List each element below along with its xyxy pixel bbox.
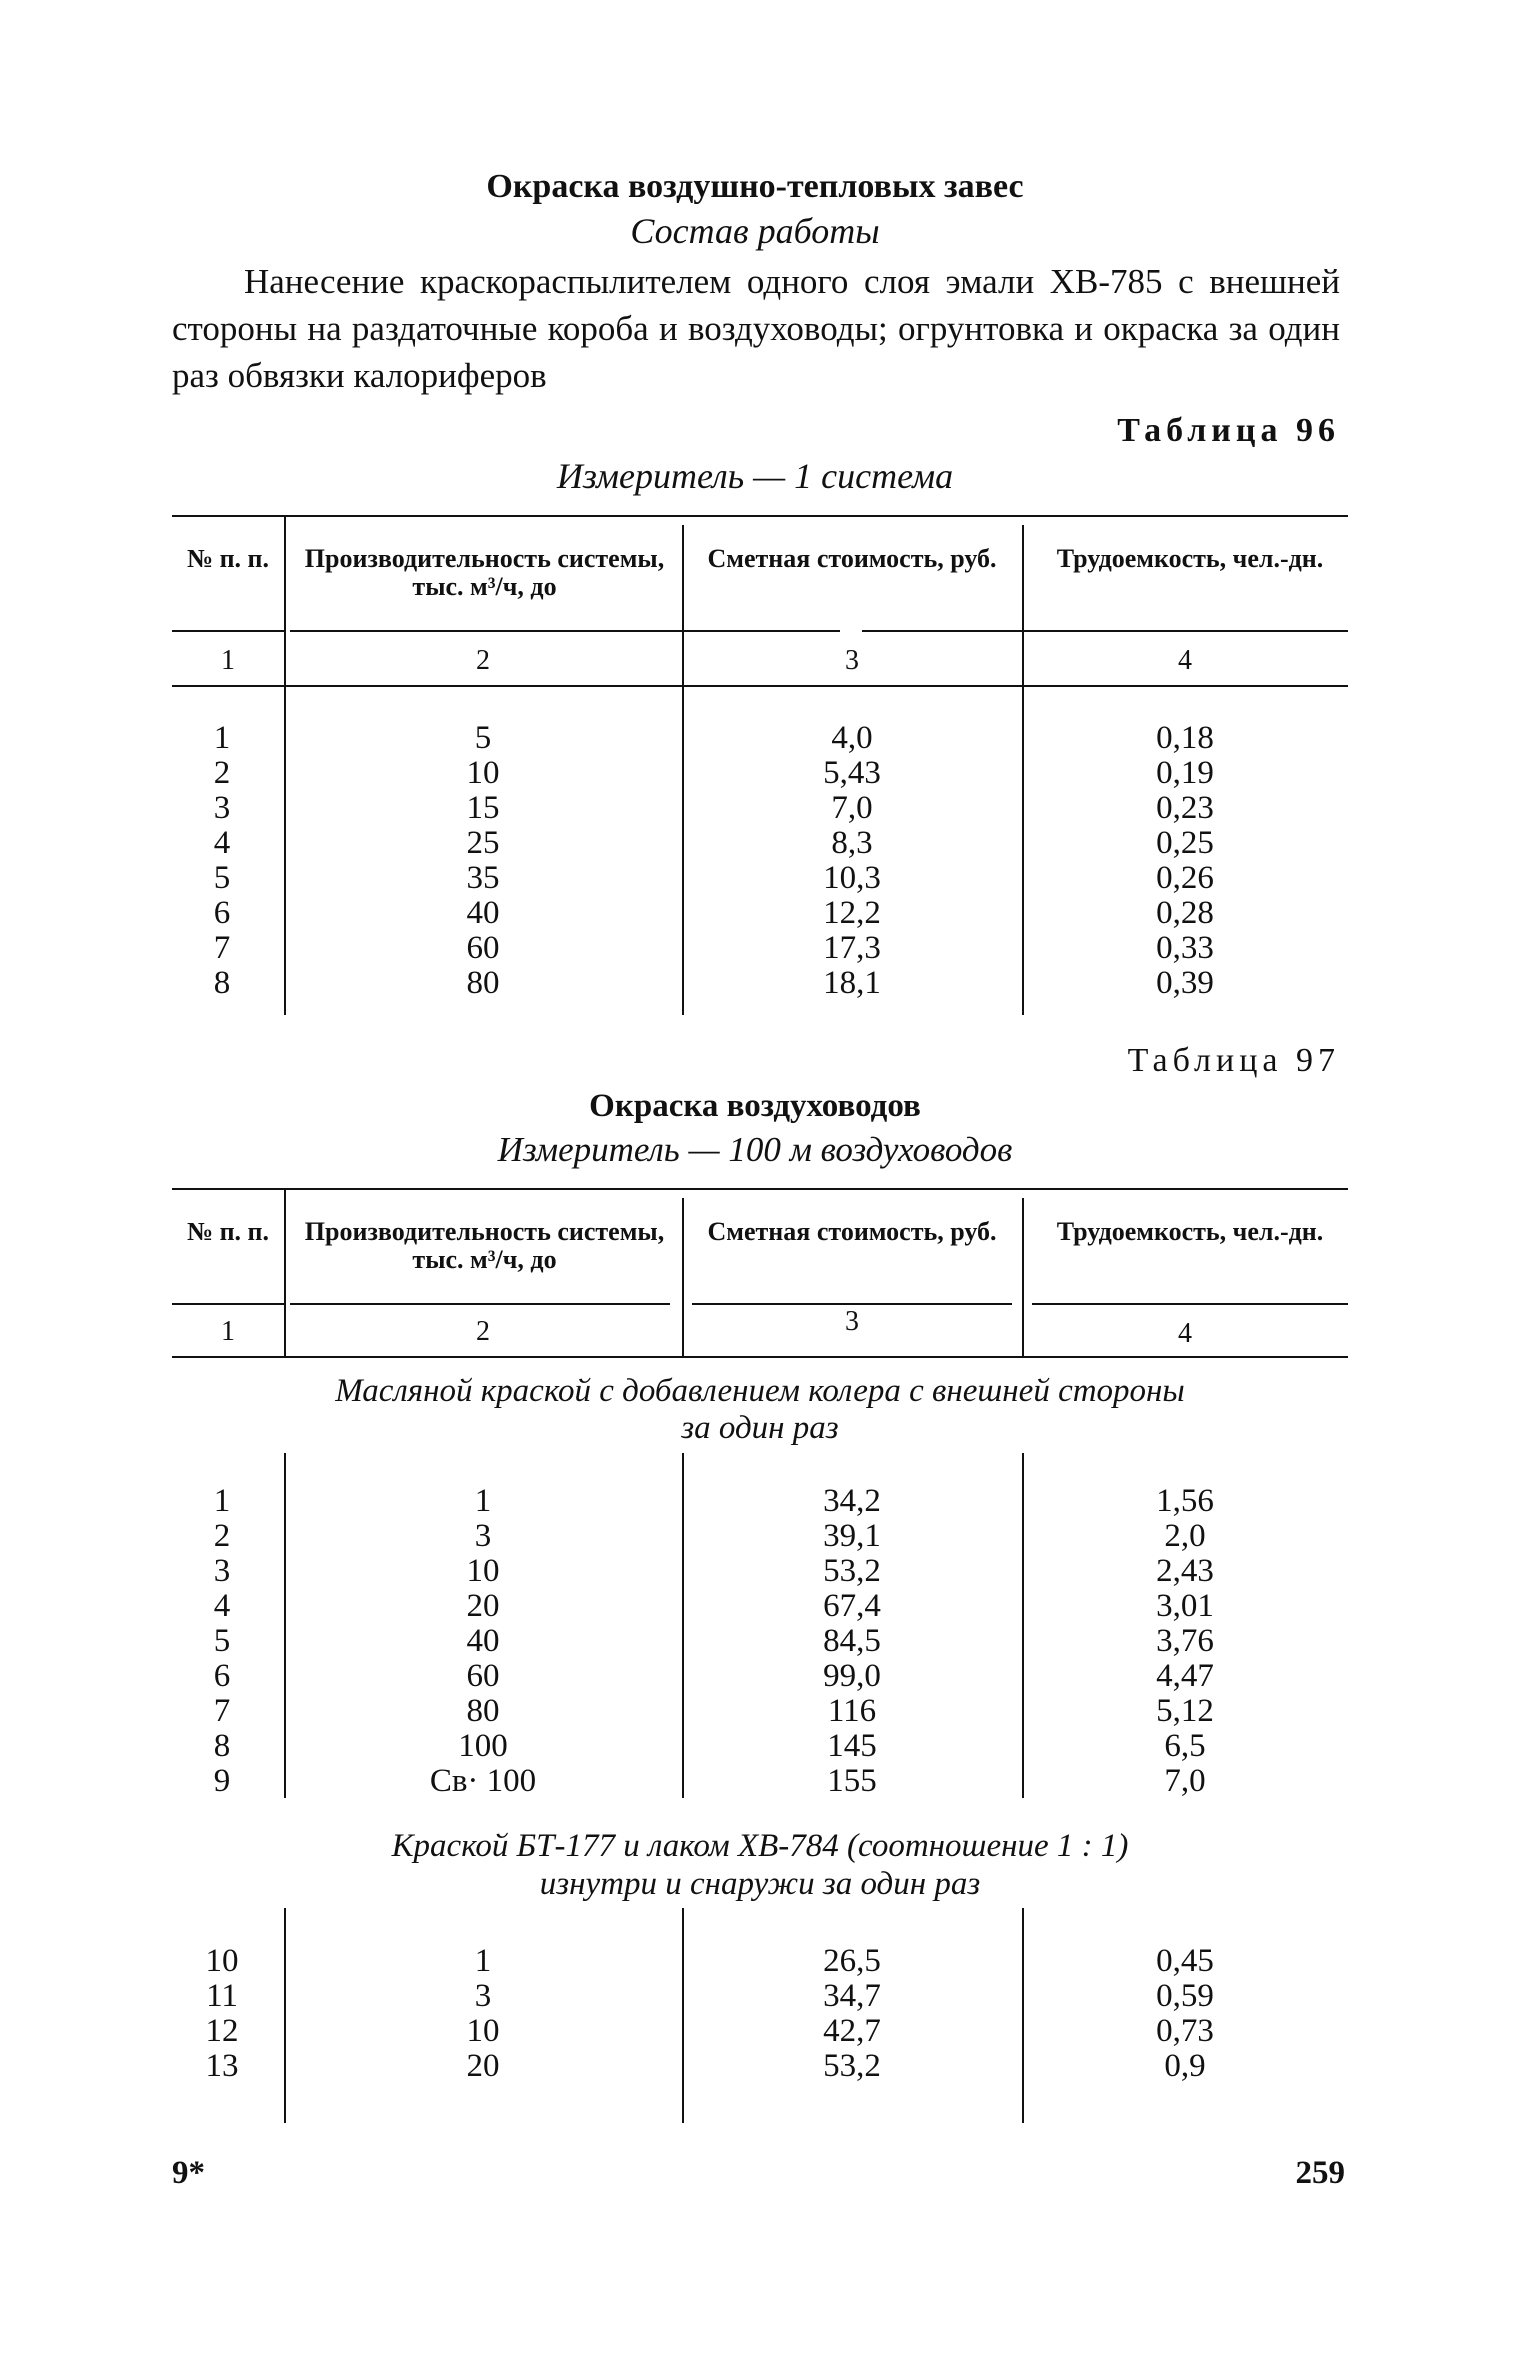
cell-number: 13: [205, 2048, 239, 2084]
table-row: [172, 930, 1348, 965]
cell-number: 10: [205, 1943, 239, 1979]
table-97-title: Окраска воздуховодов: [589, 1088, 921, 1124]
cell-number: 8: [213, 965, 231, 1001]
cell-number: 7: [213, 1693, 231, 1729]
cell-capacity: 60: [466, 1658, 500, 1694]
group-2-heading-line-1: Краской БТ-177 и лаком ХВ-784 (соотношение 1 : 1): [391, 1828, 1129, 1864]
cell-cost: 39,1: [823, 1518, 881, 1554]
header-cost: Сметная стоимость, руб.: [707, 1217, 997, 1246]
cell-cost: 17,3: [823, 930, 881, 966]
table-row: [172, 965, 1348, 1000]
cell-capacity: 35: [466, 860, 500, 896]
table-row: [172, 825, 1348, 860]
column-number-1: 1: [221, 1316, 235, 1347]
header-labor: Трудоемкость, чел.-дн.: [1056, 1217, 1324, 1246]
cell-cost: 84,5: [823, 1623, 881, 1659]
header-number: № п. п.: [186, 544, 270, 573]
cell-number: 2: [213, 755, 231, 791]
cell-cost: 34,2: [823, 1483, 881, 1519]
page-number: 259: [1295, 2155, 1345, 2191]
column-number-1: 1: [221, 645, 235, 676]
cell-cost: 26,5: [823, 1943, 881, 1979]
table-row: [172, 1763, 1348, 1798]
cell-cost: 155: [827, 1763, 877, 1799]
cell-number: 1: [213, 720, 231, 756]
table-row: [172, 1588, 1348, 1623]
cell-cost: 5,43: [823, 755, 881, 791]
cell-capacity: 80: [466, 1693, 500, 1729]
cell-number: 5: [213, 860, 231, 896]
cell-capacity: 10: [466, 1553, 500, 1589]
cell-capacity: 40: [466, 1623, 500, 1659]
table-row: [172, 1483, 1348, 1518]
cell-cost: 18,1: [823, 965, 881, 1001]
table-97: [172, 1188, 1348, 2123]
cell-labor: 2,43: [1156, 1553, 1214, 1589]
column-number-3: 3: [845, 1306, 859, 1337]
column-number-2: 2: [476, 1316, 490, 1347]
column-number-4: 4: [1178, 645, 1192, 676]
cell-cost: 8,3: [831, 825, 873, 861]
section-title: Окраска воздушно-тепловых завес: [486, 168, 1024, 205]
table-row: [172, 1978, 1348, 2013]
cell-labor: 0,9: [1164, 2048, 1206, 2084]
cell-number: 6: [213, 1658, 231, 1694]
cell-number: 2: [213, 1518, 231, 1554]
cell-cost: 116: [827, 1693, 877, 1729]
table-row: [172, 1518, 1348, 1553]
cell-labor: 2,0: [1164, 1518, 1206, 1554]
cell-number: 3: [213, 790, 231, 826]
cell-labor: 3,76: [1156, 1623, 1214, 1659]
cell-labor: 0,59: [1156, 1978, 1214, 2014]
table-row: [172, 895, 1348, 930]
cell-capacity: 20: [466, 2048, 500, 2084]
cell-capacity: 40: [466, 895, 500, 931]
cell-labor: 0,73: [1156, 2013, 1214, 2049]
cell-number: 6: [213, 895, 231, 931]
cell-capacity: 1: [474, 1483, 492, 1519]
cell-labor: 5,12: [1156, 1693, 1214, 1729]
cell-labor: 0,25: [1156, 825, 1214, 861]
table-row: [172, 1553, 1348, 1588]
cell-capacity: 100: [458, 1728, 508, 1764]
column-number-2: 2: [476, 645, 490, 676]
table-row: [172, 2048, 1348, 2083]
cell-capacity: 3: [474, 1978, 492, 2014]
group-1-heading-line-2: за один раз: [681, 1410, 839, 1446]
cell-labor: 4,47: [1156, 1658, 1214, 1694]
footer-signature-mark: 9*: [172, 2155, 205, 2191]
cell-number: 7: [213, 930, 231, 966]
table-97-measure: Измеритель — 100 м воздуховодов: [497, 1130, 1013, 1169]
cell-cost: 10,3: [823, 860, 881, 896]
cell-labor: 0,28: [1156, 895, 1214, 931]
cell-capacity: 80: [466, 965, 500, 1001]
header-number: № п. п.: [186, 1217, 270, 1246]
cell-capacity: 5: [474, 720, 492, 756]
table-row: [172, 1943, 1348, 1978]
cell-cost: 34,7: [823, 1978, 881, 2014]
table-97-label: Таблица 97: [1127, 1042, 1340, 1079]
cell-capacity: 10: [466, 2013, 500, 2049]
cell-number: 1: [213, 1483, 231, 1519]
cell-number: 4: [213, 1588, 231, 1624]
group-1-heading-line-1: Масляной краской с добавлением колера с внешней стороны: [335, 1373, 1185, 1409]
cell-capacity: 10: [466, 755, 500, 791]
section-subtitle: Состав работы: [630, 211, 880, 251]
table-row: [172, 860, 1348, 895]
cell-labor: 0,45: [1156, 1943, 1214, 1979]
column-number-4: 4: [1178, 1318, 1192, 1349]
cell-labor: 0,39: [1156, 965, 1214, 1001]
cell-labor: 0,19: [1156, 755, 1214, 791]
cell-labor: 0,26: [1156, 860, 1214, 896]
table-row: [172, 1728, 1348, 1763]
cell-labor: 0,23: [1156, 790, 1214, 826]
group-2-heading-line-2: изнутри и снаружи за один раз: [539, 1866, 981, 1902]
cell-cost: 99,0: [823, 1658, 881, 1694]
cell-labor: 6,5: [1164, 1728, 1206, 1764]
cell-capacity: 1: [474, 1943, 492, 1979]
cell-number: 11: [206, 1978, 238, 2014]
cell-cost: 7,0: [831, 790, 873, 826]
table-96-label: Таблица 96: [1117, 412, 1340, 449]
table-96-measure: Измеритель — 1 система: [556, 456, 954, 496]
cell-capacity: 15: [466, 790, 500, 826]
cell-labor: 3,01: [1156, 1588, 1214, 1624]
column-number-3: 3: [845, 645, 859, 676]
cell-capacity: 20: [466, 1588, 500, 1624]
cell-cost: 53,2: [823, 1553, 881, 1589]
work-description-text: Нанесение краскораспылителем одного слоя эмали ХВ-785 с внешней стороны на раздаточные короба и воздуховоды; огрунтовка и окраска за один раз обвязки калориферов: [172, 262, 1340, 395]
cell-cost: 67,4: [823, 1588, 881, 1624]
header-labor: Трудоемкость, чел.-дн.: [1056, 544, 1324, 573]
table-row: [172, 1623, 1348, 1658]
cell-number: 8: [213, 1728, 231, 1764]
table-row: [172, 2013, 1348, 2048]
table-96: [172, 515, 1348, 1015]
cell-cost: 145: [827, 1728, 877, 1764]
cell-capacity: 60: [466, 930, 500, 966]
cell-cost: 4,0: [831, 720, 873, 756]
cell-labor: 0,33: [1156, 930, 1214, 966]
table-row: [172, 1693, 1348, 1728]
cell-number: 5: [213, 1623, 231, 1659]
cell-number: 9: [213, 1763, 231, 1799]
cell-labor: 1,56: [1156, 1483, 1214, 1519]
cell-number: 3: [213, 1553, 231, 1589]
table-row: [172, 720, 1348, 755]
cell-labor: 0,18: [1156, 720, 1214, 756]
header-capacity: Производительность системы, тыс. м³/ч, до: [304, 1217, 665, 1274]
cell-cost: 53,2: [823, 2048, 881, 2084]
table-row: [172, 1658, 1348, 1693]
cell-capacity: Св· 100: [429, 1763, 537, 1799]
cell-number: 12: [205, 2013, 239, 2049]
work-description: [172, 258, 1340, 399]
header-capacity: Производительность системы, тыс. м³/ч, до: [304, 544, 665, 601]
cell-capacity: 3: [474, 1518, 492, 1554]
cell-cost: 12,2: [823, 895, 881, 931]
cell-cost: 42,7: [823, 2013, 881, 2049]
header-cost: Сметная стоимость, руб.: [707, 544, 997, 573]
cell-number: 4: [213, 825, 231, 861]
table-row: [172, 755, 1348, 790]
cell-labor: 7,0: [1164, 1763, 1206, 1799]
table-row: [172, 790, 1348, 825]
cell-capacity: 25: [466, 825, 500, 861]
